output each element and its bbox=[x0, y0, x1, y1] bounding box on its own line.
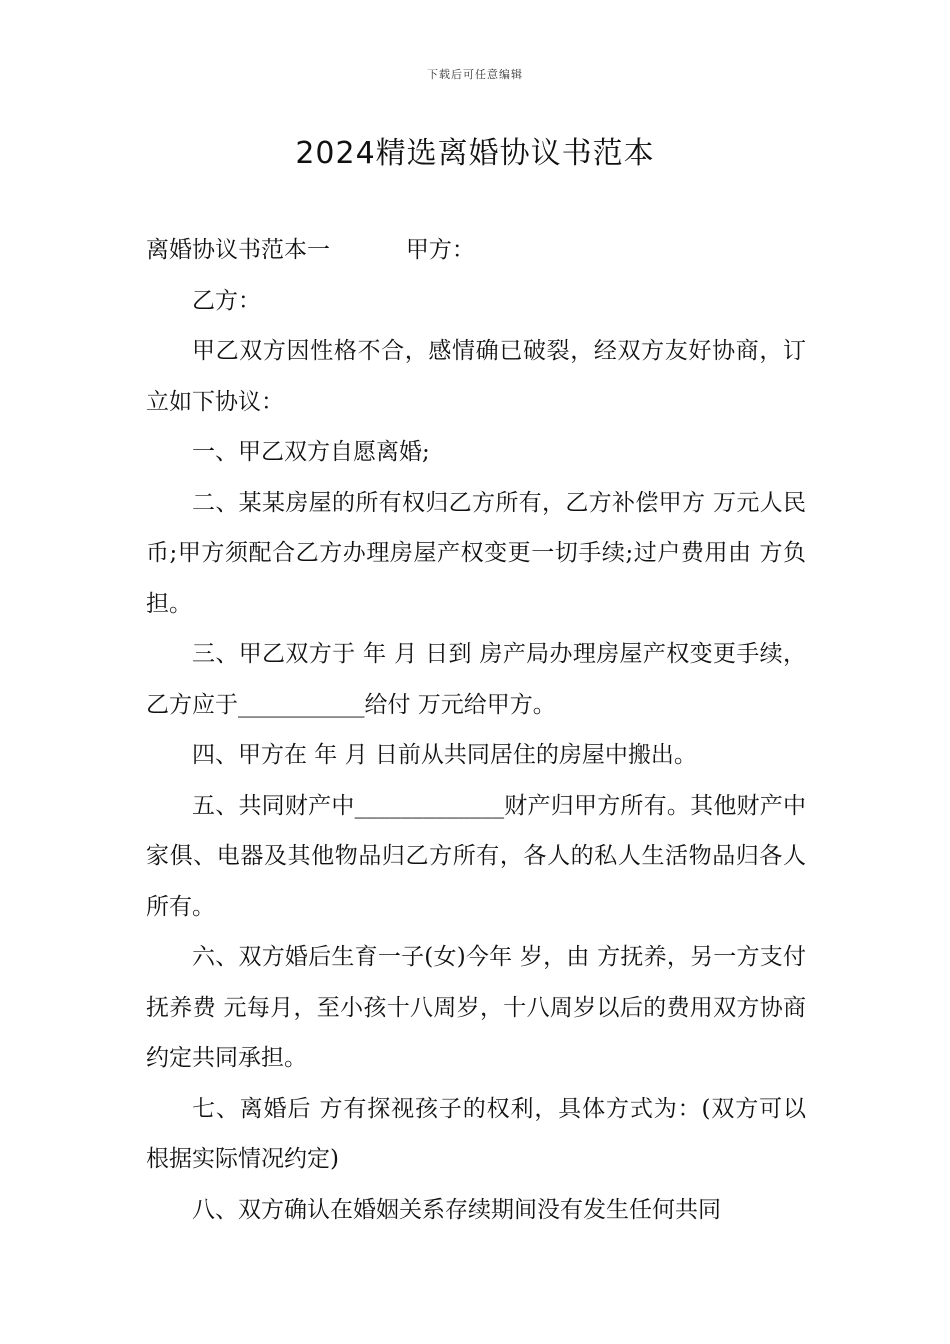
paragraph-intro: 甲乙双方因性格不合，感情确已破裂，经双方友好协商，订立如下协议： bbox=[146, 338, 806, 415]
clause-5: 五、共同财产中_____________财产归甲方所有。其他财产中家俱、电器及其他物品归乙方所有，各人的私人生活物品归各人所有。 bbox=[146, 792, 806, 920]
party-a-label: 甲方： bbox=[405, 237, 475, 263]
clause-3: 三、甲乙双方于 年 月 日到 房产局办理房屋产权变更手续，乙方应于___________给付 万元给甲方。 bbox=[146, 641, 806, 718]
party-b-label: 乙方： bbox=[192, 287, 261, 314]
header-note: 下载后可任意编辑 bbox=[427, 68, 523, 81]
document-body bbox=[146, 225, 806, 1235]
clause-4: 四、甲方在 年 月 日前从共同居住的房屋中搬出。 bbox=[192, 742, 697, 768]
section-heading-line bbox=[146, 225, 806, 276]
clause-7: 七、离婚后 方有探视孩子的权利，具体方式为：(双方可以根据实际情况约定) bbox=[146, 1095, 806, 1172]
clause-6: 六、双方婚后生育一子(女)今年 岁，由 方抚养，另一方支付抚养费 元每月，至小孩十八周岁，十八周岁以后的费用双方协商约定共同承担。 bbox=[146, 944, 806, 1071]
clause-8: 八、双方确认在婚姻关系存续期间没有发生任何共同 bbox=[192, 1196, 721, 1223]
document-title: 2024精选离婚协议书范本 bbox=[295, 136, 655, 171]
clause-2: 二、某某房屋的所有权归乙方所有，乙方补偿甲方 万元人民币;甲方须配合乙方办理房屋产权变更一切手续;过户费用由 方负担。 bbox=[146, 489, 806, 617]
section-heading: 离婚协议书范本一 bbox=[146, 237, 330, 263]
clause-1: 一、甲乙双方自愿离婚; bbox=[192, 439, 430, 465]
